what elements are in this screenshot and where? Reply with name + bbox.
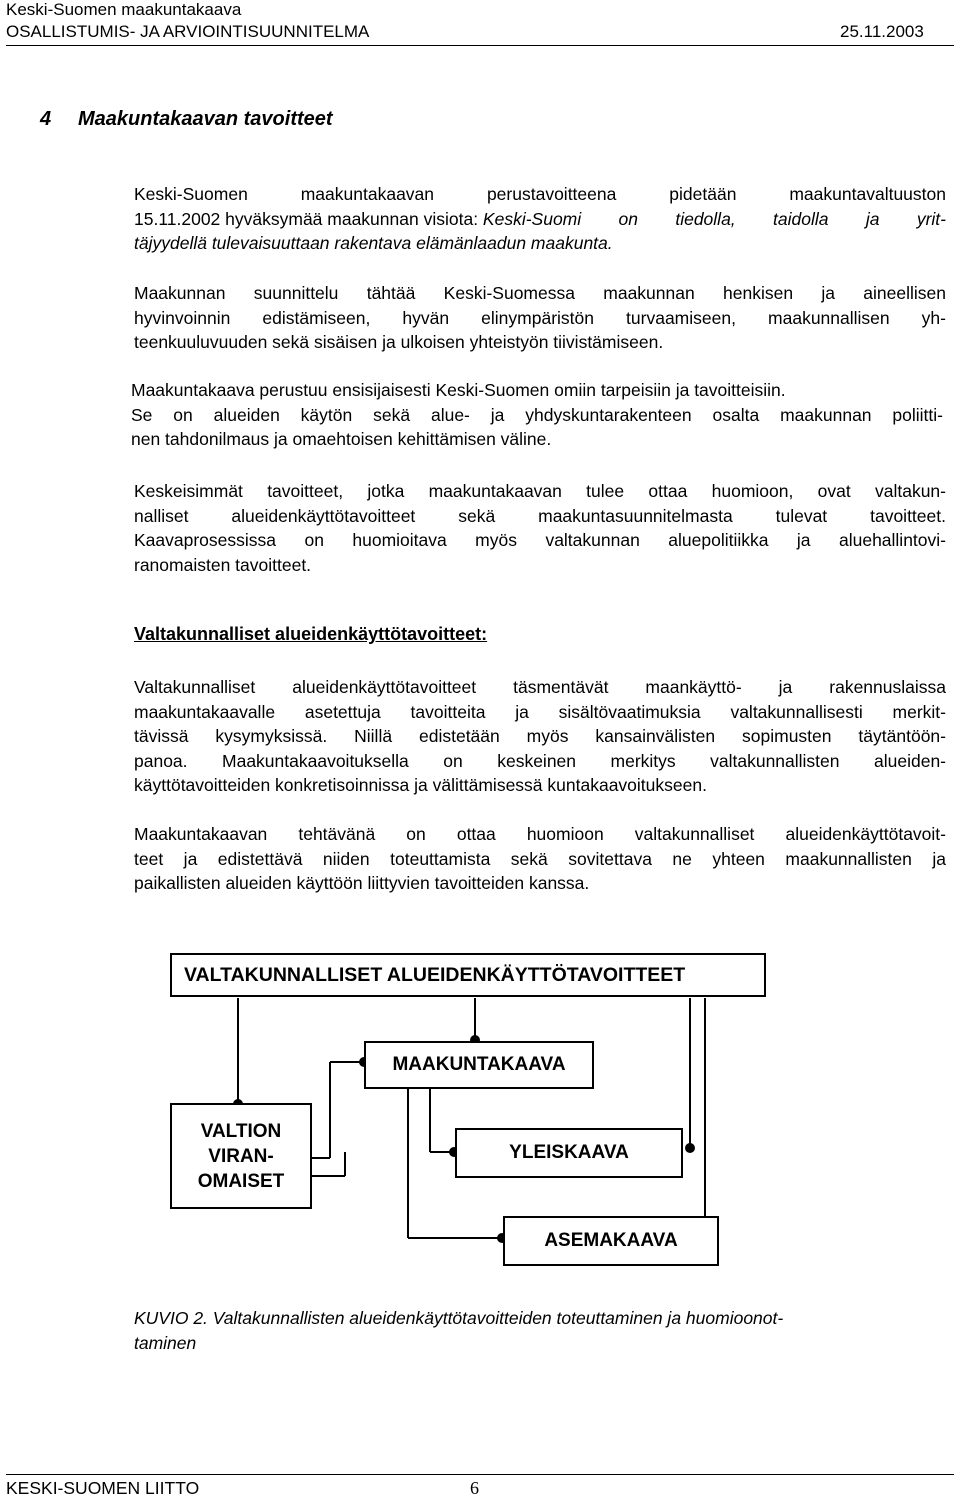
footer-rule	[6, 1474, 954, 1475]
text-line: nen tahdonilmaus ja omaehtoisen kehittämisen väline.	[131, 429, 552, 449]
text-line: hyvinvoinnin edistämiseen, hyvän elinympäristön turvaamiseen, maakunnallisen yh-	[134, 307, 946, 328]
header-date: 25.11.2003	[840, 22, 924, 41]
text-line: Maakuntakaava perustuu ensisijaisesti Keski-Suomen omiin tarpeisiin ja tavoitteisiin.	[131, 380, 786, 400]
box-regional-plan: MAAKUNTAKAAVA	[364, 1041, 594, 1089]
caption-line: KUVIO 2. Valtakunnallisten alueidenkäyttötavoitteiden toteuttaminen ja huomioonot-	[134, 1308, 784, 1328]
box-local-detailed-plan: ASEMAKAAVA	[503, 1216, 719, 1266]
text-line: Maakunnan suunnittelu tähtää Keski-Suomessa maakunnan henkisen ja aineellisen	[134, 283, 946, 303]
figure-caption	[134, 1306, 946, 1356]
box-label-line: VIRAN-	[208, 1145, 274, 1167]
footer-organization: KESKI-SUOMEN LIITTO	[6, 1478, 200, 1498]
text-line: käyttötavoitteiden konkretisoinnissa ja välittämisessä kuntakaavoitukseen.	[134, 775, 707, 795]
caption-line: taminen	[134, 1333, 197, 1353]
text-plain: 15.11.2002 hyväksymää maakunnan visiota:	[134, 208, 483, 229]
text-line: Valtakunnalliset alueidenkäyttötavoitteet täsmentävät maankäyttö- ja rakennuslaissa	[134, 677, 946, 697]
text-line: Se on alueiden käytön sekä alue- ja yhdyskuntarakenteen osalta maakunnan poliitti-	[131, 404, 943, 425]
subheading: Valtakunnalliset alueidenkäyttötavoitteet:	[134, 624, 488, 644]
text-line: panoa. Maakuntakaavoituksella on keskeinen merkitys valtakunnallisten alueiden-	[134, 750, 946, 771]
section-title: Maakuntakaavan tavoitteet	[78, 108, 333, 130]
text-line: paikallisten alueiden käyttöön liittyvien tavoitteiden kanssa.	[134, 873, 590, 893]
text-line: teenkuuluvuuden sekä sisäisen ja ulkoisen yhteistyön tiivistämiseen.	[134, 332, 664, 352]
header-title: Keski-Suomen maakuntakaava	[6, 0, 242, 19]
text-line: Keski-Suomen maakuntakaavan perustavoitteena pidetään maakuntavaltuuston	[134, 184, 946, 204]
text-line: Kaavaprosessissa on huomioitava myös valtakunnan aluepolitiikka ja aluehallintovi-	[134, 530, 946, 550]
text-line: teet ja edistettävä niiden toteuttamista sekä sovitettava ne yhteen maakunnallisten ja	[134, 848, 946, 869]
text-line: ranomaisten tavoitteet.	[134, 554, 312, 575]
section-number: 4	[40, 108, 52, 130]
text-line: tävissä kysymyksissä. Niillä edistetään myös kansainvälisten sopimusten täytäntöön-	[134, 726, 946, 746]
text-line: täjyydellä tulevaisuuttaan rakentava elämänlaadun maakunta.	[134, 233, 613, 253]
box-label-line: VALTION	[200, 1120, 282, 1142]
text-line: maakuntakaavalle asetettuja tavoitteita ja sisältövaatimuksia valtakunnallisesti merkit-	[134, 701, 946, 722]
text-line: Keskeisimmät tavoitteet, jotka maakuntakaavan tulee ottaa huomioon, ovat valtakun-	[134, 481, 946, 501]
page-number: 6	[470, 1478, 479, 1498]
text-italic: Keski-Suomi on tiedolla, taidolla ja yrit-	[482, 208, 946, 229]
box-master-plan: YLEISKAAVA	[455, 1128, 683, 1178]
text-line: Maakuntakaavan tehtävänä on ottaa huomioon valtakunnalliset alueidenkäyttötavoit-	[134, 824, 946, 844]
box-national-land-use-goals: VALTAKUNNALLISET ALUEIDENKÄYTTÖTAVOITTEET	[170, 953, 766, 997]
box-state-authorities	[170, 1103, 312, 1209]
text-line: nalliset alueidenkäyttötavoitteet sekä maakuntasuunnitelmasta tulevat tavoitteet.	[134, 505, 946, 526]
header-subtitle: OSALLISTUMIS- JA ARVIOINTISUUNNITELMA	[6, 22, 370, 41]
box-label-line: OMAISET	[197, 1170, 285, 1192]
